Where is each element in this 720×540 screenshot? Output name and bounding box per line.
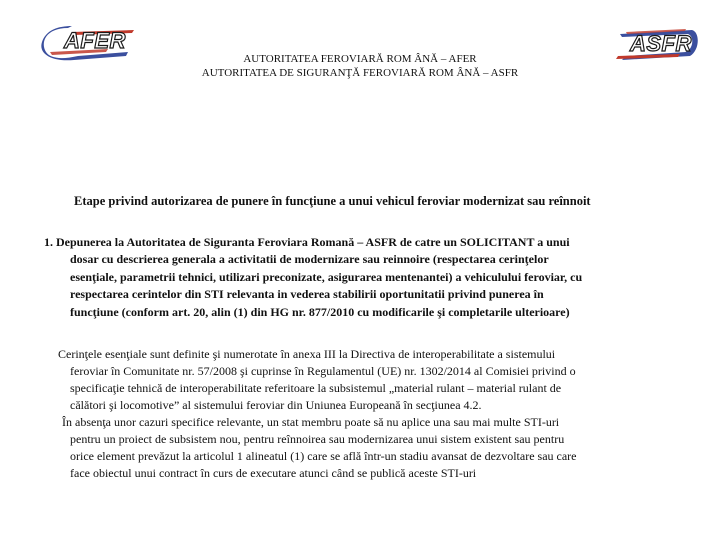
paragraph-line: pentru un proiect de subsistem nou, pentru reînnoirea sau modernizarea unui sistem existent sau pentru [70, 432, 565, 446]
step-1-line: dosar cu descrierea generala a activitatii de modernizare sau reinnoire (respectarea cerinţelor [70, 252, 549, 267]
header-line-afer: AUTORITATEA FEROVIARĂ ROM ÂNĂ – AFER [243, 53, 477, 65]
step-1-line: esenţiale, parametrii tehnici, utilizari preconizate, asigurarea mentenantei) a vehiculului feroviar, cu [70, 269, 583, 284]
paragraph-line: feroviar în Comunitate nr. 57/2008 şi cuprinse în Regulamentul (UE) nr. 1302/2014 al Comisiei privind o [70, 364, 576, 378]
document-title: Etape privind autorizarea de punere în funcţiune a unui vehicul feroviar modernizat sau reînnoit [74, 194, 591, 208]
paragraph-line: face obiectul unui contract în curs de executare atunci când se publică aceste STI-uri [70, 466, 477, 480]
paragraph-line: orice element prevăzut la articolul 1 alineatul (1) care se află într-un stadiu avansat de dezvoltare sau care [70, 449, 577, 463]
document-header [0, 52, 720, 80]
step-1-paragraph [44, 234, 704, 321]
sti-exemption-paragraph [62, 414, 712, 482]
step-1-line: 1. Depunerea la Autoritatea de Siguranta Feroviara Romană – ASFR de catre un SOLICITANT a unui [44, 235, 570, 249]
step-1-line: respectarea cerintelor din STI relevanta in vederea stabilirii oportunitatii privind punerea în [70, 287, 544, 302]
paragraph-line: călători şi locomotive” al sistemului feroviar din Uniunea Europeană în secţiunea 4.2. [70, 398, 482, 412]
paragraph-line: În absenţa unor cazuri specifice relevante, un stat membru poate să nu aplice una sau mai multe STI-uri [62, 415, 560, 429]
afer-logo-text: AFER [64, 28, 126, 53]
paragraph-line: specificaţie tehnică de interoperabilitate referitoare la subsistemul „material rulant – material rulant de [70, 381, 562, 395]
paragraph-line: Cerinţele esenţiale sunt definite şi numerotate în anexa III la Directiva de interoperabilitate a sistemului [58, 347, 556, 361]
asfr-logo-text: ASFR [630, 31, 692, 56]
step-1-line: funcţiune (conform art. 20, alin (1) din HG nr. 877/2010 cu modificarile şi completarile ulterioare) [70, 304, 570, 319]
essential-requirements-paragraph [58, 346, 708, 414]
header-line-asfr: AUTORITATEA DE SIGURANŢĂ FEROVIARĂ ROM ÂNĂ – ASFR [201, 67, 519, 79]
